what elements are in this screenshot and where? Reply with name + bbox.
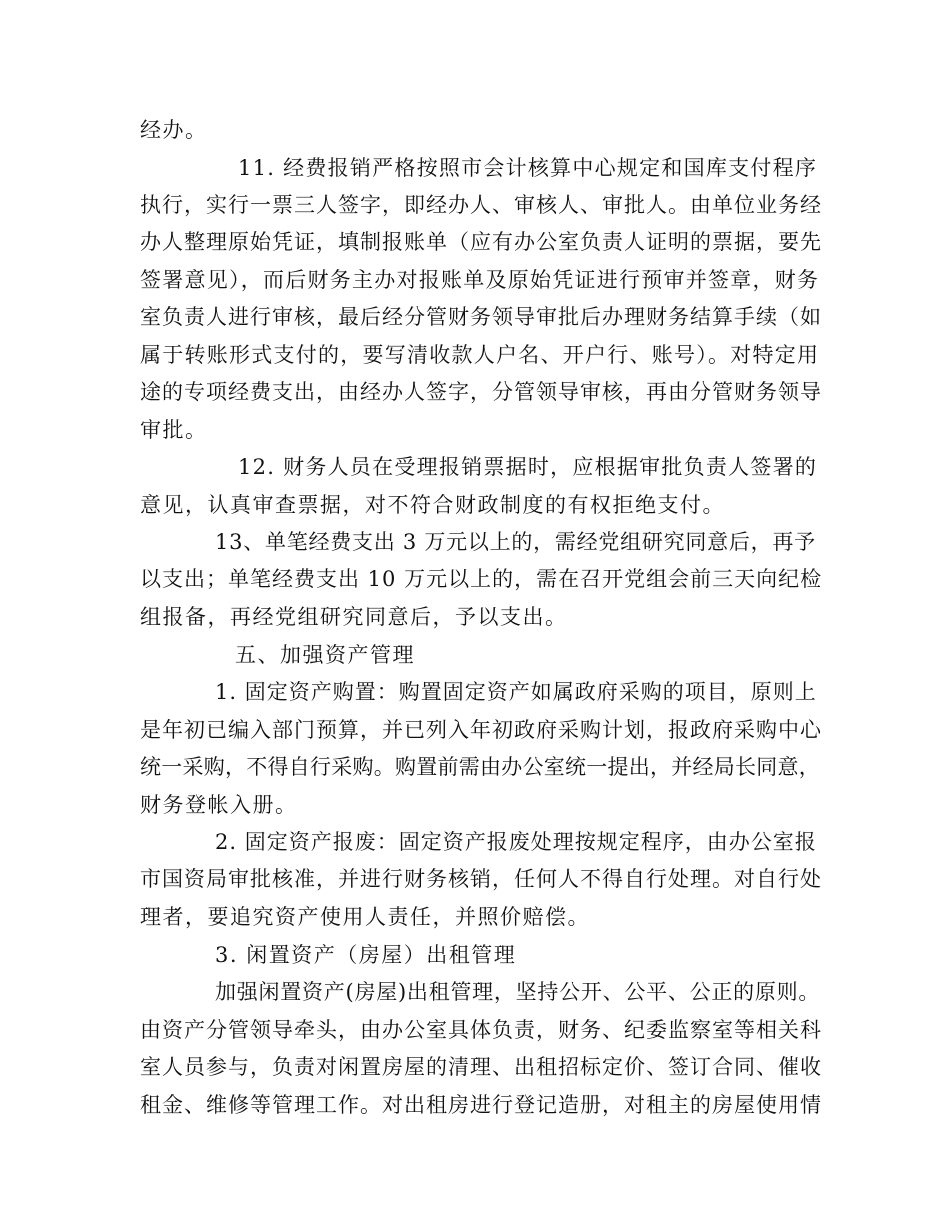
text-line: 室人员参与，负责对闲置房屋的清理、出租招标定价、签订合同、催收	[140, 1055, 822, 1079]
text-line: 财务登帐入册。	[140, 793, 298, 817]
subsection-heading: 3. 闲置资产（房屋）出租管理	[215, 943, 517, 967]
text-line: 属于转账形式支付的，要写清收款人户名、开户行、账号）。对特定用	[140, 343, 820, 367]
text-line: 理者，要追究资产使用人责任，并照价赔偿。	[140, 905, 590, 929]
section-heading: 五、加强资产管理	[235, 643, 415, 667]
text-line: 12. 财务人员在受理报销票据时，应根据审批负责人签署的	[238, 455, 818, 479]
text-line: 经办。	[140, 118, 208, 142]
text-line: 11. 经费报销严格按照市会计核算中心规定和国库支付程序	[238, 156, 818, 180]
text-line: 办人整理原始凭证，填制报账单（应有办公室负责人证明的票据，要先	[140, 230, 822, 254]
text-line: 组报备，再经党组研究同意后，予以支出。	[140, 605, 568, 629]
text-line: 加强闲置资产(房屋)出租管理，坚持公开、公平、公正的原则。	[215, 980, 821, 1004]
text-line: 途的专项经费支出，由经办人签字，分管领导审核，再由分管财务领导	[140, 380, 822, 404]
text-line: 意见，认真审查票据，对不符合财政制度的有权拒绝支付。	[140, 493, 725, 517]
text-line: 2. 固定资产报废：固定资产报废处理按规定程序，由办公室报	[215, 830, 817, 854]
text-line: 审批。	[140, 418, 208, 442]
text-line: 签署意见），而后财务主办对报账单及原始凭证进行预审并签章，财务	[140, 268, 820, 292]
text-line: 1. 固定资产购置：购置固定资产如属政府采购的项目，原则上	[215, 680, 817, 704]
text-line: 是年初已编入部门预算，并已列入年初政府采购计划，报政府采购中心	[140, 718, 822, 742]
text-line: 13、单笔经费支出 3 万元以上的，需经党组研究同意后，再予	[215, 530, 816, 554]
text-line: 执行，实行一票三人签字，即经办人、审核人、审批人。由单位业务经	[140, 193, 822, 217]
text-line: 租金、维修等管理工作。对出租房进行登记造册，对租主的房屋使用情	[140, 1093, 822, 1117]
text-line: 市国资局审批核准，并进行财务核销，任何人不得自行处理。对自行处	[140, 867, 822, 891]
text-line: 由资产分管领导牵头，由办公室具体负责，财务、纪委监察室等相关科	[140, 1018, 822, 1042]
text-line: 以支出；单笔经费支出 10 万元以上的，需在召开党组会前三天向纪检	[140, 567, 823, 591]
text-line: 室负责人进行审核，最后经分管财务领导审批后办理财务结算手续（如	[140, 305, 822, 329]
text-line: 统一采购，不得自行采购。购置前需由办公室统一提出，并经局长同意，	[140, 755, 820, 779]
